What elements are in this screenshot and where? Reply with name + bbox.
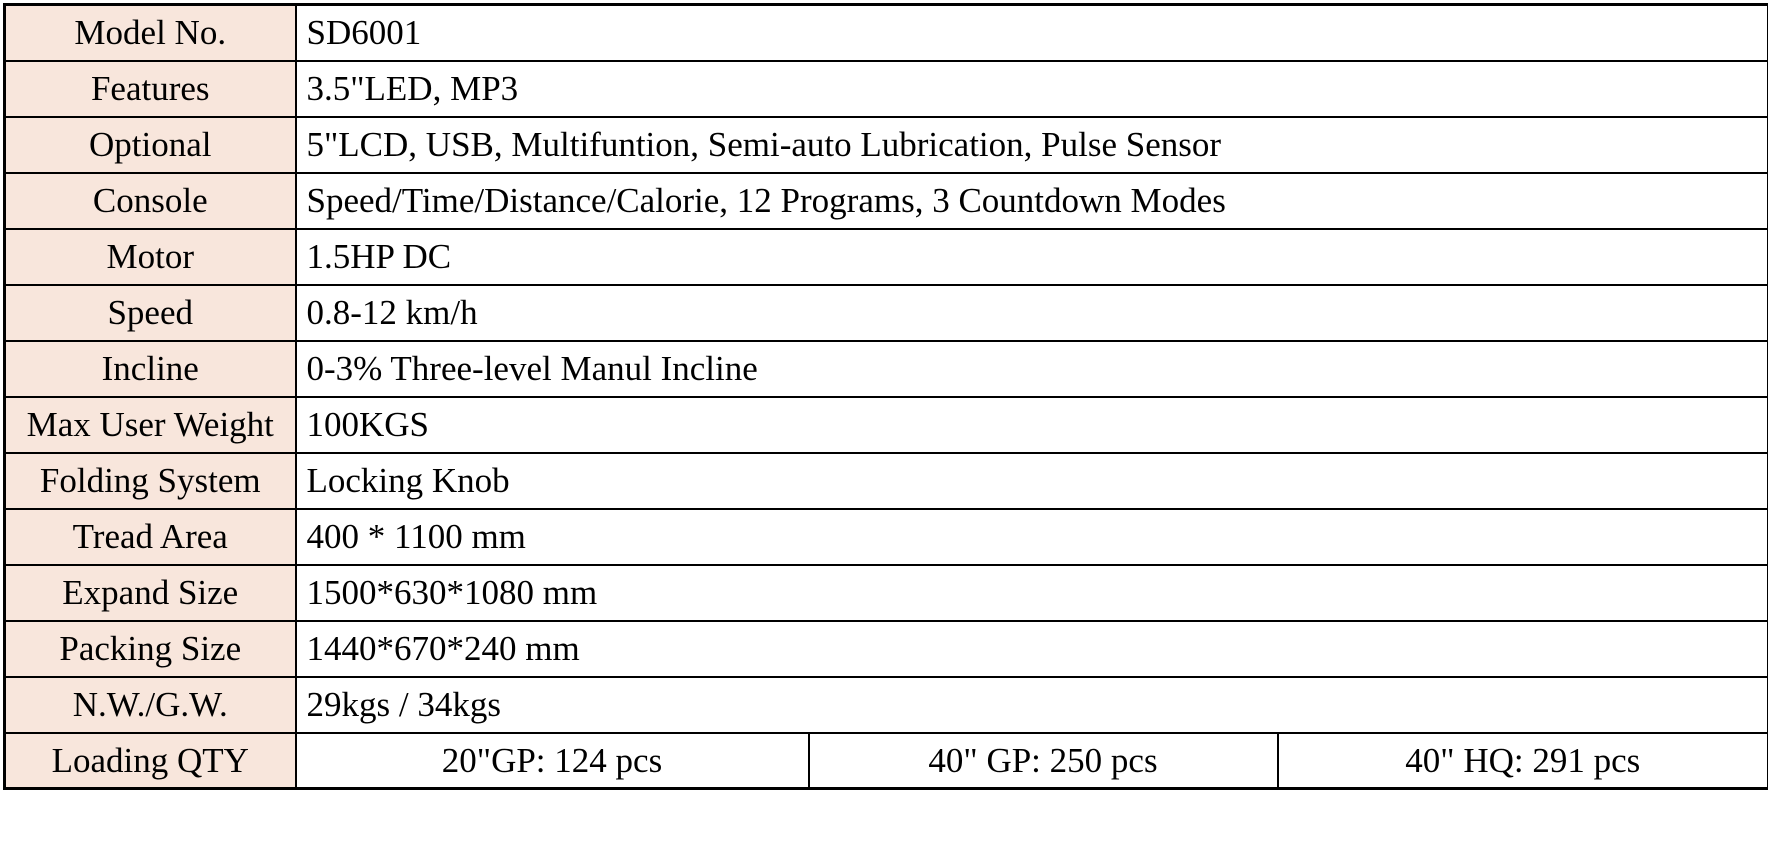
loading-qty-40gp: 40" GP: 250 pcs (809, 733, 1278, 789)
table-row-expand-size (5, 565, 1768, 621)
row-label-optional: Optional (5, 117, 296, 173)
spec-table (3, 3, 1768, 790)
row-value-optional: 5"LCD, USB, Multifuntion, Semi-auto Lubrication, Pulse Sensor (296, 117, 1768, 173)
loading-qty-20gp: 20"GP: 124 pcs (296, 733, 809, 789)
row-label-motor: Motor (5, 229, 296, 285)
row-value-features: 3.5"LED, MP3 (296, 61, 1768, 117)
row-value-packing-size: 1440*670*240 mm (296, 621, 1768, 677)
loading-qty-40hq: 40" HQ: 291 pcs (1278, 733, 1768, 789)
row-label-features: Features (5, 61, 296, 117)
row-label-folding-system: Folding System (5, 453, 296, 509)
table-row-model-no (5, 5, 1768, 61)
row-value-model-no: SD6001 (296, 5, 1768, 61)
row-label-loading-qty: Loading QTY (5, 733, 296, 789)
table-row-optional (5, 117, 1768, 173)
table-row-packing-size (5, 621, 1768, 677)
table-row-max-user-weight (5, 397, 1768, 453)
table-row-tread-area (5, 509, 1768, 565)
row-value-speed: 0.8-12 km/h (296, 285, 1768, 341)
row-label-nw-gw: N.W./G.W. (5, 677, 296, 733)
row-label-console: Console (5, 173, 296, 229)
row-value-expand-size: 1500*630*1080 mm (296, 565, 1768, 621)
row-label-tread-area: Tread Area (5, 509, 296, 565)
table-row-nw-gw (5, 677, 1768, 733)
row-label-speed: Speed (5, 285, 296, 341)
table-row-incline (5, 341, 1768, 397)
row-value-incline: 0-3% Three-level Manul Incline (296, 341, 1768, 397)
row-value-console: Speed/Time/Distance/Calorie, 12 Programs, 3 Countdown Modes (296, 173, 1768, 229)
row-label-packing-size: Packing Size (5, 621, 296, 677)
row-value-motor: 1.5HP DC (296, 229, 1768, 285)
row-label-expand-size: Expand Size (5, 565, 296, 621)
row-label-incline: Incline (5, 341, 296, 397)
table-row-speed (5, 285, 1768, 341)
table-row-loading-qty (5, 733, 1768, 789)
table-row-console (5, 173, 1768, 229)
row-value-tread-area: 400 * 1100 mm (296, 509, 1768, 565)
row-label-model-no: Model No. (5, 5, 296, 61)
table-row-folding-system (5, 453, 1768, 509)
row-value-nw-gw: 29kgs / 34kgs (296, 677, 1768, 733)
row-value-max-user-weight: 100KGS (296, 397, 1768, 453)
row-value-folding-system: Locking Knob (296, 453, 1768, 509)
row-label-max-user-weight: Max User Weight (5, 397, 296, 453)
table-row-motor (5, 229, 1768, 285)
table-row-features (5, 61, 1768, 117)
